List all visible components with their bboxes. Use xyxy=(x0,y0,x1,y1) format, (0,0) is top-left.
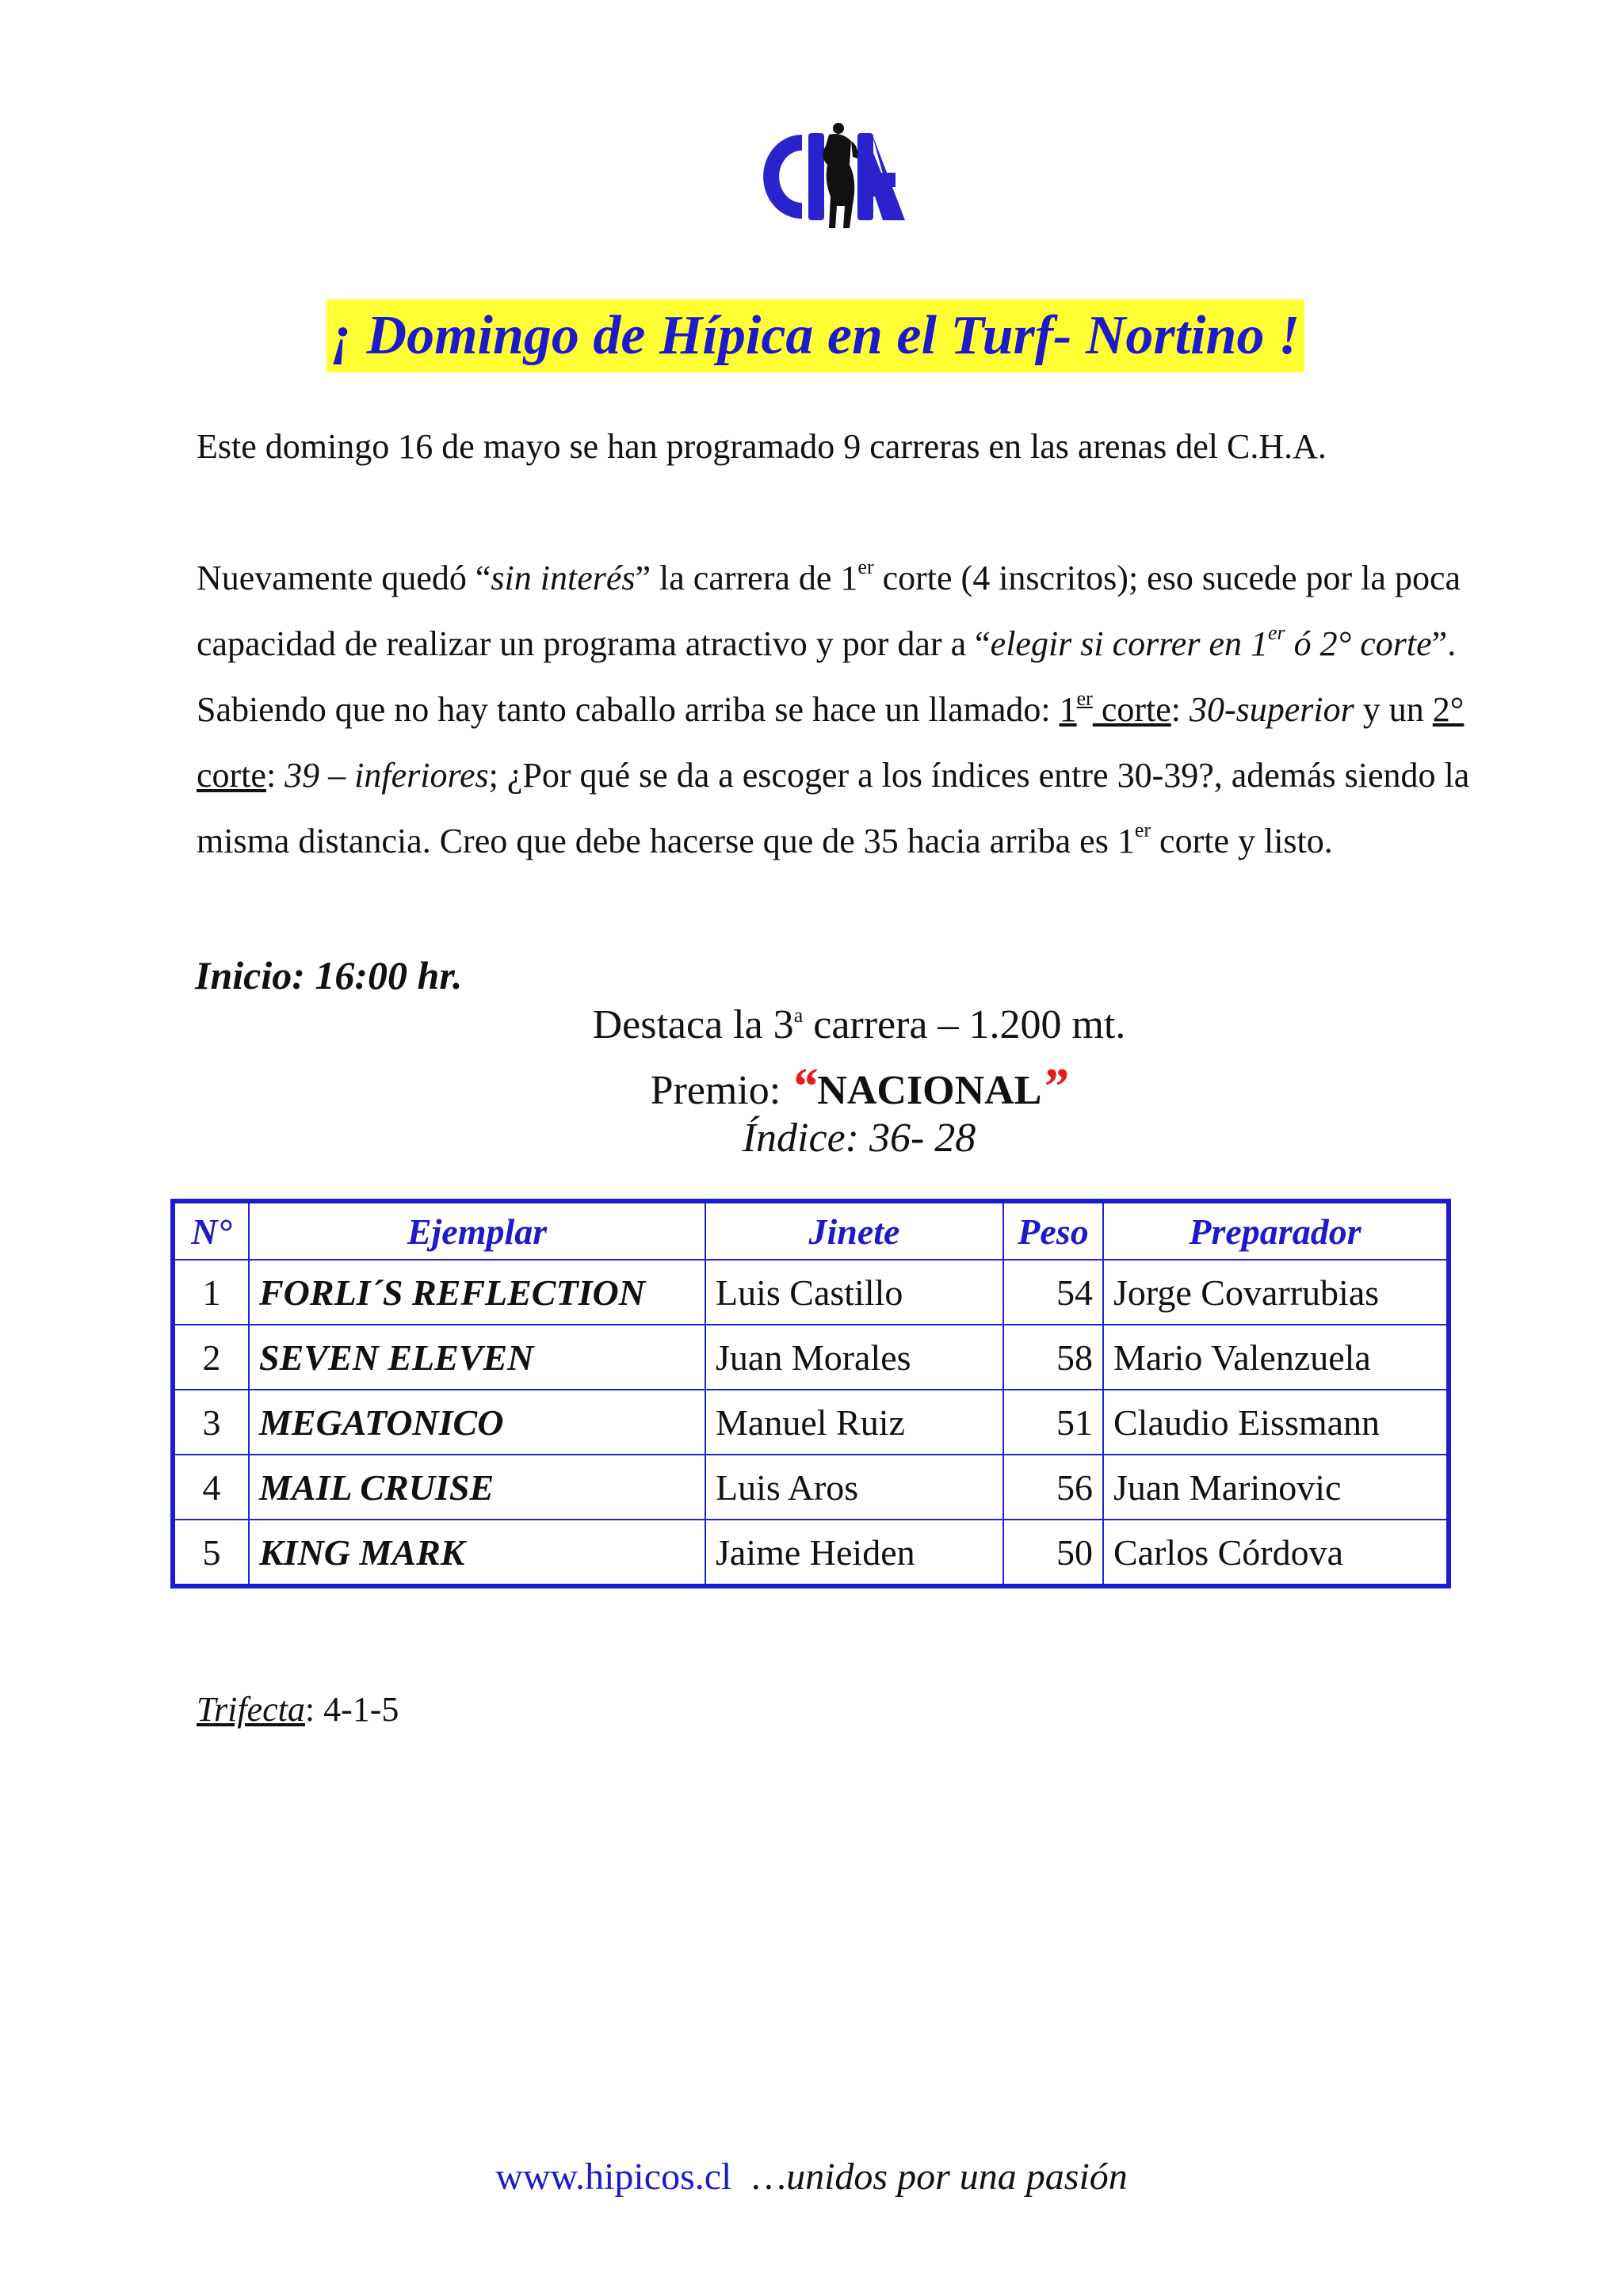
cell-jockey: Luis Castillo xyxy=(705,1260,1003,1325)
table-header-row xyxy=(173,1201,1449,1260)
cell-horse: KING MARK xyxy=(249,1520,705,1586)
prize-name: NACIONAL xyxy=(817,1068,1042,1113)
cell-trainer: Mario Valenzuela xyxy=(1103,1325,1449,1390)
cell-trainer: Carlos Córdova xyxy=(1103,1520,1449,1586)
header-number: N° xyxy=(173,1201,249,1260)
index-range: Índice: 36- 28 xyxy=(742,1116,976,1161)
header-horse: Ejemplar xyxy=(249,1201,705,1260)
horse-rider-icon xyxy=(823,123,857,228)
page-title: ¡ Domingo de Hípica en el Turf- Nortino ! xyxy=(327,299,1304,372)
start-time: Inicio: 16:00 hr. xyxy=(195,953,463,997)
cell-trainer: Jorge Covarrubias xyxy=(1103,1260,1449,1325)
header-jockey: Jinete xyxy=(705,1201,1003,1260)
website-link[interactable]: www.hipicos.cl xyxy=(495,2156,732,2198)
header-weight: Peso xyxy=(1003,1201,1103,1260)
cell-horse: MEGATONICO xyxy=(249,1390,705,1455)
cell-trainer: Juan Marinovic xyxy=(1103,1455,1449,1520)
footer xyxy=(0,2152,1623,2203)
cell-weight: 54 xyxy=(1003,1260,1103,1325)
table-row xyxy=(173,1455,1449,1520)
cha-logo xyxy=(753,117,911,236)
cell-number: 4 xyxy=(173,1455,249,1520)
trifecta-result xyxy=(197,1686,399,1733)
table-row xyxy=(173,1520,1449,1586)
commentary-paragraph: Nuevamente quedó “sin interés” la carrera de 1er corte (4 inscritos); eso sucede por la poca capacidad de realizar un programa atractivo y por dar a “elegir si correr en 1er ó 2° corte”. Sabiendo que no hay tanto caballo arriba se hace un llamado: 1er corte: 30-superior y un 2° corte: 39 – inferiores; ¿Por qué se da a escoger a los índices entre 30-39?, además siendo la misma distancia. Creo que debe hacerse que de 35 hacia arriba es 1er corte y listo. xyxy=(197,555,1470,860)
cell-weight: 58 xyxy=(1003,1325,1103,1390)
table-row xyxy=(173,1390,1449,1455)
cell-number: 5 xyxy=(173,1520,249,1586)
prize-line: Premio: “NACIONAL” xyxy=(650,1058,1068,1116)
cell-weight: 51 xyxy=(1003,1390,1103,1455)
cell-number: 2 xyxy=(173,1325,249,1390)
slogan: …unidos por una pasión xyxy=(752,2156,1128,2198)
cell-jockey: Manuel Ruiz xyxy=(705,1390,1003,1455)
race-entries-table xyxy=(170,1199,1451,1589)
cell-horse: MAIL CRUISE xyxy=(249,1455,705,1520)
table-row xyxy=(173,1260,1449,1325)
cell-weight: 50 xyxy=(1003,1520,1103,1586)
cell-horse: FORLI´S REFLECTION xyxy=(249,1260,705,1325)
cell-trainer: Claudio Eissmann xyxy=(1103,1390,1449,1455)
featured-race: Destaca la 3$^a$ carrera – 1.200 mt. xyxy=(592,1002,1126,1047)
cell-number: 3 xyxy=(173,1390,249,1455)
cell-jockey: Juan Morales xyxy=(705,1325,1003,1390)
trifecta-label: Trifecta xyxy=(197,1690,305,1729)
title-wrap xyxy=(0,299,1623,372)
cell-number: 1 xyxy=(173,1260,249,1325)
trifecta-value: : 4-1-5 xyxy=(304,1690,399,1729)
cell-jockey: Jaime Heiden xyxy=(705,1520,1003,1586)
cell-weight: 56 xyxy=(1003,1455,1103,1520)
header-trainer: Preparador xyxy=(1103,1201,1449,1260)
table-row xyxy=(173,1325,1449,1390)
intro-paragraph: Este domingo 16 de mayo se han programado 9 carreras en las arenas del C.H.A. xyxy=(197,427,1327,466)
cell-jockey: Luis Aros xyxy=(705,1455,1003,1520)
cell-horse: SEVEN ELEVEN xyxy=(249,1325,705,1390)
